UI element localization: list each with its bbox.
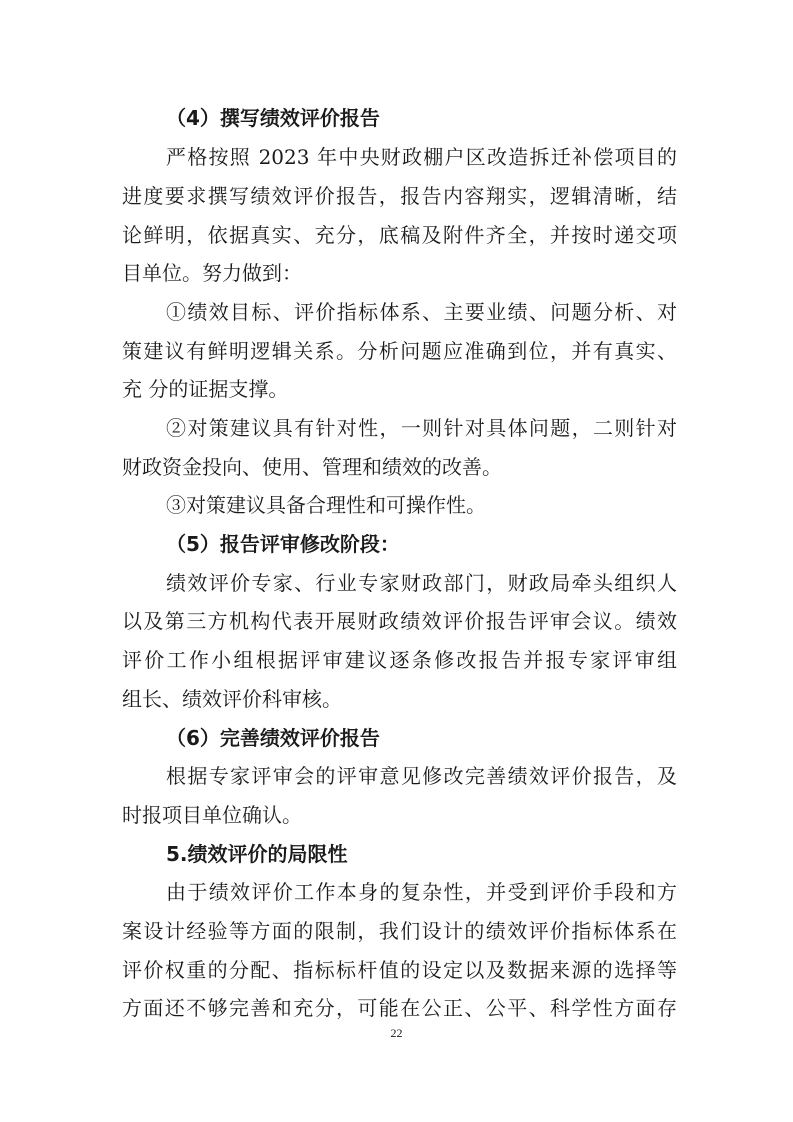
limitations-paragraph-line: 方面还不够完善和充分，可能在公正、公平、科学性方面存 bbox=[122, 996, 677, 1020]
limitations-paragraph-line: 评价权重的分配、指标标杆值的设定以及数据来源的选择等 bbox=[122, 958, 677, 982]
section-4-paragraph-line: 目单位。努力做到： bbox=[122, 261, 302, 285]
limitations-paragraph-line: 由于绩效评价工作本身的复杂性，并受到评价手段和方 bbox=[166, 880, 677, 904]
section-4-paragraph-line: 严格按照 2023 年中央财政棚户区改造拆迁补偿项目的 bbox=[166, 145, 677, 169]
item-1-line: ①绩效目标、评价指标体系、主要业绩、问题分析、对 bbox=[166, 300, 677, 324]
section-4-paragraph-line: 论鲜明，依据真实、充分，底稿及附件齐全，并按时递交项 bbox=[122, 223, 677, 247]
limitations-paragraph-line: 案设计经验等方面的限制，我们设计的绩效评价指标体系在 bbox=[122, 919, 677, 943]
section-4-paragraph-line: 进度要求撰写绩效评价报告，报告内容翔实，逻辑清晰，结 bbox=[122, 184, 677, 208]
section-4-heading: （4）撰写绩效评价报告 bbox=[166, 106, 380, 130]
item-1-line: 策建议有鲜明逻辑关系。分析问题应准确到位，并有真实、 bbox=[122, 339, 677, 363]
section-5-paragraph-line: 评价工作小组根据评审建议逐条修改报告并报专家评审组 bbox=[122, 648, 677, 672]
section-5-heading: （5）报告评审修改阶段： bbox=[166, 532, 400, 556]
section-5-paragraph-line: 绩效评价专家、行业专家财政部门，财政局牵头组织人 bbox=[166, 571, 677, 595]
item-2-line: 财政资金投向、使用、管理和绩效的改善。 bbox=[122, 455, 502, 479]
section-6-paragraph-line: 根据专家评审会的评审意见修改完善绩效评价报告，及 bbox=[166, 764, 677, 788]
section-5-paragraph-line: 以及第三方机构代表开展财政绩效评价报告评审会议。绩效 bbox=[122, 609, 677, 633]
item-1-line: 充 分的证据支撑。 bbox=[122, 377, 289, 401]
section-5-paragraph-line: 组长、绩效评价科审核。 bbox=[122, 687, 342, 711]
limitations-heading: 5.绩效评价的局限性 bbox=[166, 842, 348, 866]
item-2-line: ②对策建议具有针对性，一则针对具体问题，二则针对 bbox=[166, 416, 677, 440]
section-6-heading: （6）完善绩效评价报告 bbox=[166, 726, 380, 750]
item-3-line: ③对策建议具备合理性和可操作性。 bbox=[166, 493, 486, 517]
section-6-paragraph-line: 时报项目单位确认。 bbox=[122, 803, 302, 827]
page-number: 22 bbox=[390, 1026, 403, 1040]
